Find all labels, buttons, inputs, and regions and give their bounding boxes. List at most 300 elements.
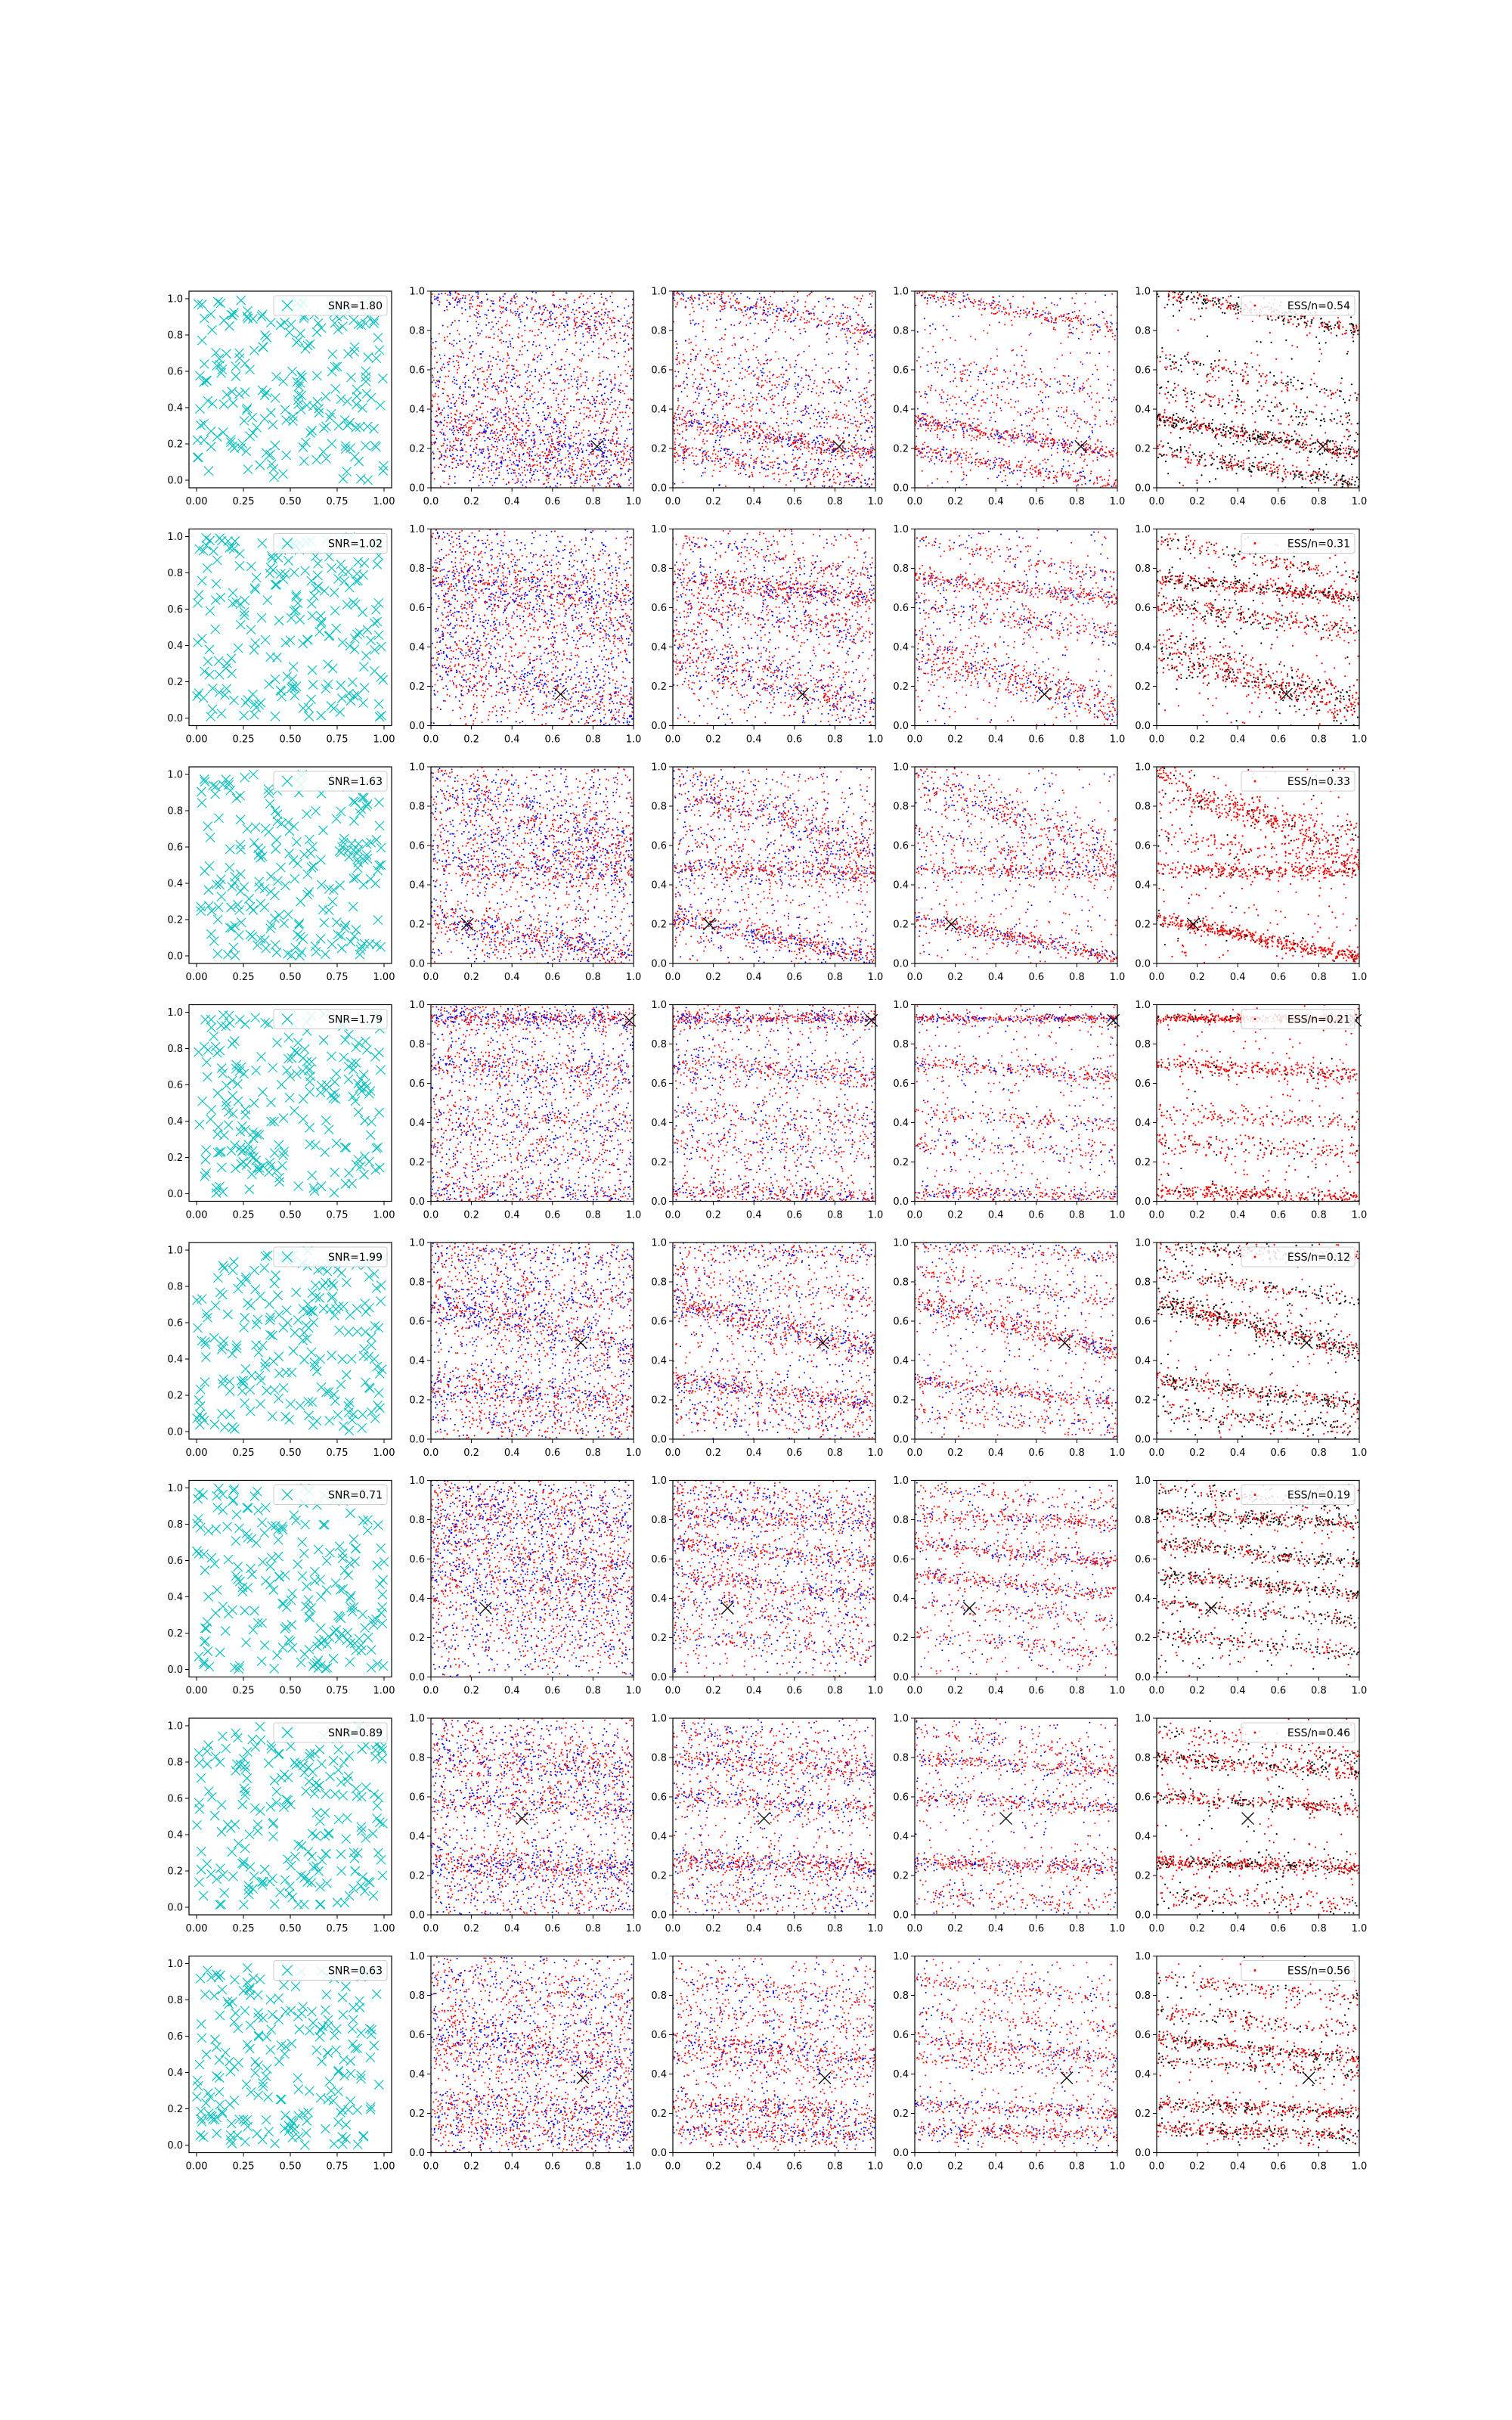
observation-x-marker-icon: [274, 1525, 283, 1534]
observation-x-marker-icon: [330, 607, 339, 616]
observation-x-marker-icon: [228, 669, 237, 678]
observation-x-marker-icon: [332, 2024, 341, 2034]
true-position-x-marker-icon: [479, 1602, 491, 1615]
observation-x-marker-icon: [254, 2013, 263, 2022]
observation-x-marker-icon: [249, 1153, 259, 1162]
particle-panel-col-2: [409, 1000, 641, 1221]
observation-x-marker-icon: [212, 433, 222, 442]
observation-x-marker-icon: [306, 1072, 315, 1081]
x-tick-label: 0.0: [907, 1686, 923, 1697]
x-tick-label: 0.8: [585, 1447, 601, 1459]
observation-x-marker-icon: [243, 1584, 253, 1593]
observation-x-marker-icon: [362, 1045, 371, 1054]
observation-x-marker-icon: [227, 903, 236, 912]
x-tick-label: 0.2: [705, 734, 721, 746]
y-tick-label: 1.0: [409, 1714, 425, 1725]
y-tick-label: 0.8: [1135, 1039, 1151, 1050]
y-tick-label: 0.8: [651, 1515, 667, 1526]
observation-x-marker-icon: [357, 1641, 366, 1650]
plot-frame: [1157, 1243, 1359, 1439]
observation-x-marker-icon: [262, 944, 271, 953]
observation-x-marker-icon: [234, 644, 243, 653]
x-tick-label: 0.4: [988, 1210, 1004, 1221]
observation-x-marker-icon: [226, 1410, 235, 1419]
observation-x-marker-icon: [196, 1401, 205, 1410]
observation-x-marker-icon: [228, 1349, 237, 1358]
x-tick-label: 0.50: [280, 1210, 302, 1221]
x-tick-label: 0.0: [423, 496, 439, 507]
observation-x-marker-icon: [336, 1778, 345, 1787]
observation-x-marker-icon: [292, 592, 301, 601]
observation-x-marker-icon: [204, 1526, 213, 1535]
observation-x-marker-icon: [217, 892, 226, 901]
y-tick-label: 0.6: [651, 1792, 667, 1804]
observation-x-marker-icon: [258, 1087, 267, 1097]
observation-x-marker-icon: [212, 1491, 222, 1500]
x-tick-label: 0.00: [186, 2161, 208, 2173]
observation-x-marker-icon: [224, 1555, 233, 1564]
observation-x-marker-icon: [201, 1637, 210, 1646]
observation-x-marker-icon: [272, 836, 281, 845]
x-tick-label: 0.8: [1069, 1210, 1085, 1221]
observation-x-marker-icon: [248, 690, 257, 699]
y-tick-label: 1.0: [651, 1951, 667, 1962]
x-tick-label: 0.0: [665, 734, 681, 746]
observation-x-marker-icon: [373, 915, 383, 924]
x-tick-label: 0.4: [1230, 2161, 1246, 2173]
observation-x-marker-icon: [342, 2121, 351, 2130]
plot-frame: [673, 1243, 875, 1439]
observation-x-marker-icon: [376, 1544, 386, 1553]
observation-x-marker-icon: [240, 388, 249, 397]
x-tick-label: 0.4: [1230, 1210, 1246, 1221]
plot-frame: [1157, 1005, 1359, 1202]
observation-x-marker-icon: [198, 1491, 207, 1500]
particle-panel-col-5: [1135, 287, 1367, 508]
observation-x-marker-icon: [318, 1760, 327, 1769]
x-tick-label: 1.0: [868, 1210, 884, 1221]
observation-x-marker-icon: [196, 1523, 205, 1532]
observation-x-marker-icon: [230, 878, 239, 887]
observation-x-marker-icon: [278, 1161, 287, 1170]
observation-x-marker-icon: [294, 1181, 303, 1190]
x-tick-label: 0.8: [585, 1923, 601, 1934]
x-tick-label: 0.6: [786, 1447, 802, 1459]
true-position-x-marker-icon: [703, 918, 715, 930]
observation-x-marker-icon: [378, 1871, 387, 1880]
observation-x-marker-icon: [358, 608, 367, 617]
observation-x-marker-icon: [273, 1651, 282, 1660]
observation-x-marker-icon: [244, 1890, 253, 1899]
observation-x-marker-icon: [248, 1735, 257, 1744]
y-tick-label: 0.4: [409, 2069, 425, 2080]
observation-x-marker-icon: [264, 1759, 273, 1768]
observation-x-marker-icon: [370, 441, 380, 450]
observation-x-marker-icon: [236, 886, 245, 895]
observation-x-marker-icon: [196, 1974, 205, 1983]
observation-x-marker-icon: [312, 455, 321, 464]
y-tick-label: 1.0: [893, 524, 909, 535]
observation-x-marker-icon: [246, 2088, 256, 2097]
x-tick-label: 0.6: [1028, 1686, 1044, 1697]
observation-x-marker-icon: [308, 1852, 317, 1861]
observation-x-marker-icon: [334, 1745, 343, 1754]
observation-x-marker-icon: [264, 2093, 273, 2102]
y-tick-label: 0.8: [893, 802, 909, 813]
y-tick-label: 0.8: [893, 563, 909, 575]
observation-x-marker-icon: [249, 346, 259, 355]
observation-x-marker-icon: [240, 596, 249, 605]
observation-x-marker-icon: [339, 1758, 349, 1767]
observation-x-marker-icon: [249, 1625, 258, 1634]
observation-x-marker-icon: [298, 1571, 307, 1581]
observation-x-marker-icon: [373, 1848, 383, 1857]
observation-x-marker-icon: [274, 2057, 284, 2066]
x-tick-label: 0.2: [947, 1923, 963, 1934]
particle-panel-col-3: [651, 524, 883, 746]
x-tick-label: 0.00: [186, 1447, 208, 1459]
observation-x-marker-icon: [212, 2071, 222, 2080]
observation-x-marker-icon: [219, 316, 228, 325]
x-tick-label: 0.8: [827, 1447, 843, 1459]
observation-x-marker-icon: [246, 1407, 255, 1416]
observation-x-marker-icon: [356, 474, 365, 483]
observation-x-marker-icon: [215, 1864, 225, 1873]
y-tick-label: 0.0: [409, 959, 425, 970]
y-tick-label: 0.2: [651, 1157, 667, 1168]
y-tick-label: 0.0: [1135, 1435, 1151, 1446]
particle-panel-col-2: [409, 1714, 641, 1935]
observation-x-marker-icon: [215, 1288, 225, 1297]
x-tick-label: 0.6: [544, 972, 560, 983]
observation-x-marker-icon: [195, 405, 204, 414]
observation-x-marker-icon: [350, 932, 359, 941]
x-tick-label: 0.6: [786, 1923, 802, 1934]
observation-x-marker-icon: [216, 299, 225, 308]
observation-x-marker-icon: [314, 1655, 323, 1665]
observation-x-marker-icon: [265, 680, 274, 689]
y-tick-label: 0.6: [167, 1318, 183, 1329]
x-tick-label: 0.50: [280, 1923, 302, 1934]
y-tick-label: 0.0: [167, 1665, 183, 1676]
x-tick-label: 0.4: [504, 496, 520, 507]
observation-x-marker-icon: [350, 1854, 359, 1863]
observation-x-marker-icon: [346, 1639, 355, 1648]
observation-x-marker-icon: [361, 1782, 370, 1792]
observation-x-marker-icon: [240, 1313, 249, 1322]
x-tick-label: 0.6: [1270, 2161, 1286, 2173]
observation-x-marker-icon: [293, 859, 302, 868]
ess-legend-label: ESS/n=0.56: [1287, 1965, 1350, 1978]
observation-x-marker-icon: [241, 1105, 250, 1114]
x-tick-label: 0.25: [233, 734, 255, 746]
observation-x-marker-icon: [244, 1882, 253, 1891]
x-tick-label: 1.00: [373, 1923, 395, 1934]
observation-x-marker-icon: [377, 1754, 386, 1764]
observation-x-marker-icon: [268, 1832, 277, 1841]
x-tick-label: 0.0: [1149, 972, 1165, 983]
y-tick-label: 0.2: [1135, 920, 1151, 931]
observation-x-marker-icon: [237, 845, 246, 854]
x-tick-label: 0.2: [463, 1447, 479, 1459]
observation-x-marker-icon: [344, 1168, 353, 1177]
x-tick-label: 0.4: [746, 1447, 762, 1459]
observation-x-marker-icon: [205, 670, 214, 679]
observation-x-marker-icon: [336, 1614, 345, 1623]
x-tick-label: 0.6: [1028, 496, 1044, 507]
observation-x-marker-icon: [293, 1316, 302, 1325]
observation-x-marker-icon: [236, 815, 245, 824]
observation-x-marker-icon: [252, 703, 261, 712]
observation-x-marker-icon: [305, 340, 314, 349]
y-tick-label: 0.8: [167, 330, 183, 342]
observation-x-marker-icon: [339, 1053, 349, 1062]
y-tick-label: 0.0: [893, 1910, 909, 1922]
particle-panel-col-2: [409, 1951, 641, 2173]
observation-x-marker-icon: [200, 314, 209, 323]
y-tick-label: 0.2: [893, 2108, 909, 2120]
y-tick-label: 1.0: [167, 294, 183, 306]
observation-x-marker-icon: [240, 1784, 249, 1793]
observation-x-marker-icon: [221, 2048, 230, 2057]
observation-x-marker-icon: [367, 1117, 376, 1126]
x-tick-label: 1.0: [868, 2161, 884, 2173]
x-tick-label: 1.00: [373, 972, 395, 983]
observation-x-marker-icon: [307, 695, 316, 704]
ess-legend-label: ESS/n=0.12: [1287, 1252, 1350, 1264]
observation-x-marker-icon: [216, 593, 225, 602]
observation-x-marker-icon: [373, 1813, 382, 1823]
observation-x-marker-icon: [345, 1509, 355, 1518]
observation-x-marker-icon: [374, 598, 383, 607]
observation-x-marker-icon: [344, 1030, 353, 1039]
observation-x-marker-icon: [253, 1820, 262, 1829]
particle-points: [672, 1238, 876, 1443]
observation-x-marker-icon: [274, 1140, 284, 1150]
x-tick-label: 0.4: [746, 2161, 762, 2173]
observation-x-marker-icon: [233, 1079, 242, 1088]
observation-x-marker-icon: [304, 1848, 313, 1857]
particle-points: [1156, 1956, 1360, 2154]
observation-x-marker-icon: [254, 2009, 263, 2018]
y-tick-label: 0.6: [893, 1317, 909, 1328]
x-tick-label: 0.6: [1270, 734, 1286, 746]
observation-x-marker-icon: [321, 1808, 330, 1817]
observation-x-marker-icon: [228, 2139, 237, 2148]
y-tick-label: 1.0: [651, 1714, 667, 1725]
observation-x-marker-icon: [309, 1184, 318, 1193]
x-tick-label: 0.8: [1069, 1923, 1085, 1934]
observation-x-marker-icon: [348, 2024, 357, 2034]
observation-x-marker-icon: [339, 2010, 348, 2019]
observation-x-marker-icon: [240, 1606, 249, 1615]
observation-x-marker-icon: [300, 850, 309, 859]
y-tick-label: 0.4: [651, 1593, 667, 1605]
y-tick-label: 0.4: [893, 642, 909, 653]
observation-x-marker-icon: [281, 1412, 290, 1421]
x-tick-label: 0.8: [827, 2161, 843, 2173]
observation-x-marker-icon: [375, 346, 384, 355]
observation-x-marker-icon: [313, 397, 322, 406]
y-tick-label: 0.4: [1135, 1593, 1151, 1605]
observation-x-marker-icon: [240, 1069, 249, 1078]
y-tick-label: 0.8: [167, 568, 183, 579]
x-tick-label: 0.8: [827, 1210, 843, 1221]
x-tick-label: 0.6: [786, 1210, 802, 1221]
observation-x-marker-icon: [314, 318, 323, 327]
y-tick-label: 1.0: [651, 1000, 667, 1011]
x-tick-label: 0.6: [1270, 496, 1286, 507]
x-tick-label: 0.8: [1311, 1447, 1327, 1459]
y-tick-label: 1.0: [1135, 287, 1151, 298]
y-tick-label: 0.4: [409, 1356, 425, 1367]
observation-x-marker-icon: [271, 2139, 280, 2148]
observation-x-marker-icon: [308, 1829, 317, 1838]
observation-x-marker-icon: [194, 598, 203, 607]
observation-x-marker-icon: [241, 1364, 250, 1373]
x-tick-label: 0.4: [746, 496, 762, 507]
y-tick-label: 0.8: [167, 1758, 183, 1769]
observation-x-marker-icon: [320, 918, 329, 927]
x-tick-label: 0.0: [907, 496, 923, 507]
y-tick-label: 0.2: [651, 1633, 667, 1644]
observation-x-marker-icon: [192, 1820, 201, 1829]
y-tick-label: 0.6: [893, 1078, 909, 1090]
observation-x-marker-icon: [361, 1327, 370, 1336]
y-tick-label: 0.6: [1135, 1554, 1151, 1565]
observation-x-marker-icon: [280, 2111, 290, 2120]
observation-x-marker-icon: [225, 1011, 234, 1020]
y-tick-label: 1.0: [1135, 524, 1151, 535]
y-tick-label: 0.8: [893, 1277, 909, 1289]
observation-x-marker-icon: [266, 318, 275, 327]
observation-x-marker-icon: [299, 704, 308, 713]
x-tick-label: 0.2: [705, 2161, 721, 2173]
observation-x-marker-icon: [282, 451, 291, 460]
x-tick-label: 0.0: [665, 1923, 681, 1934]
observation-x-marker-icon: [249, 1128, 258, 1137]
observation-x-marker-icon: [296, 932, 305, 942]
observation-x-marker-icon: [299, 1115, 308, 1124]
observation-x-marker-icon: [312, 371, 321, 380]
observation-x-marker-icon: [202, 1168, 211, 1177]
observation-x-marker-icon: [262, 388, 271, 397]
x-tick-label: 0.4: [1230, 496, 1246, 507]
y-tick-label: 0.8: [409, 802, 425, 813]
observation-x-marker-icon: [202, 1146, 211, 1155]
observation-x-marker-icon: [321, 1664, 330, 1673]
observation-x-marker-icon: [294, 2085, 303, 2094]
observation-x-marker-icon: [330, 2139, 339, 2149]
x-tick-label: 0.2: [705, 1686, 721, 1697]
observation-x-marker-icon: [293, 1038, 302, 1047]
particle-panel-col-4: [893, 1951, 1125, 2173]
observation-x-marker-icon: [228, 1423, 237, 1432]
x-tick-label: 0.4: [988, 1447, 1004, 1459]
particle-points: [914, 1238, 1118, 1444]
x-tick-label: 0.8: [1069, 734, 1085, 746]
observation-x-marker-icon: [364, 1633, 373, 1642]
x-tick-label: 0.8: [585, 2161, 601, 2173]
particle-panel-col-3: [651, 287, 883, 508]
observation-x-marker-icon: [363, 1516, 372, 1525]
observation-x-marker-icon: [353, 690, 362, 700]
y-tick-label: 1.0: [167, 1246, 183, 1257]
observation-x-marker-icon: [361, 372, 370, 381]
x-tick-label: 0.6: [1028, 1447, 1044, 1459]
observation-x-marker-icon: [352, 630, 361, 639]
observation-x-marker-icon: [336, 932, 345, 941]
observation-x-marker-icon: [305, 1123, 314, 1132]
observation-x-marker-icon: [308, 426, 317, 435]
y-tick-label: 0.2: [167, 677, 183, 688]
observation-x-marker-icon: [307, 1057, 316, 1066]
observation-x-marker-icon: [245, 1185, 254, 1194]
x-tick-label: 0.2: [1189, 1686, 1205, 1697]
observation-x-marker-icon: [215, 1148, 225, 1157]
observation-x-marker-icon: [301, 438, 310, 447]
particle-points: [1156, 529, 1360, 726]
y-tick-label: 0.4: [651, 2069, 667, 2080]
observation-x-marker-icon: [284, 818, 293, 827]
observation-x-marker-icon: [249, 710, 259, 719]
observation-x-marker-icon: [194, 1550, 203, 1559]
true-position-x-marker-icon: [591, 440, 603, 452]
y-tick-label: 1.0: [651, 524, 667, 535]
observation-x-marker-icon: [208, 399, 217, 408]
observation-x-marker-icon: [213, 1089, 222, 1098]
observation-x-marker-icon: [370, 424, 379, 433]
observation-x-marker-icon: [246, 1564, 255, 1573]
observation-x-marker-icon: [280, 919, 289, 928]
observation-x-marker-icon: [228, 1872, 237, 1881]
observation-x-marker-icon: [340, 1898, 349, 1907]
observation-x-marker-icon: [330, 1188, 339, 1197]
observation-x-marker-icon: [243, 1963, 252, 1972]
observation-x-marker-icon: [265, 799, 274, 808]
observation-x-marker-icon: [240, 1399, 249, 1408]
observation-x-marker-icon: [201, 1155, 210, 1164]
plot-frame: [1157, 529, 1359, 726]
y-tick-label: 0.8: [167, 1282, 183, 1293]
observation-x-marker-icon: [212, 2043, 221, 2052]
x-tick-label: 0.0: [907, 1210, 923, 1221]
observation-x-marker-icon: [219, 1336, 228, 1345]
y-tick-label: 0.0: [651, 959, 667, 970]
x-tick-label: 0.6: [544, 1686, 560, 1697]
observation-x-marker-icon: [206, 1115, 215, 1124]
observation-x-marker-icon: [300, 1768, 309, 1777]
particle-points: [672, 1714, 876, 1917]
particle-points: [1156, 1718, 1359, 1919]
snr-legend-label: SNR=0.63: [328, 1965, 383, 1978]
observation-x-marker-icon: [228, 599, 237, 608]
observation-x-marker-icon: [223, 1522, 232, 1531]
observation-x-marker-icon: [197, 787, 206, 796]
particle-panel-col-4: [893, 287, 1125, 508]
observation-x-marker-icon: [339, 1791, 348, 1800]
observation-x-marker-icon: [194, 2081, 203, 2090]
observation-x-marker-icon: [284, 849, 293, 858]
observation-x-marker-icon: [290, 568, 299, 577]
y-tick-label: 0.2: [651, 444, 667, 455]
particle-points: [430, 1476, 634, 1678]
y-tick-label: 0.8: [167, 1519, 183, 1531]
observation-x-marker-icon: [270, 1385, 279, 1395]
observation-x-marker-icon: [353, 1327, 362, 1336]
y-tick-label: 0.4: [409, 880, 425, 892]
observation-x-marker-icon: [243, 2040, 252, 2049]
